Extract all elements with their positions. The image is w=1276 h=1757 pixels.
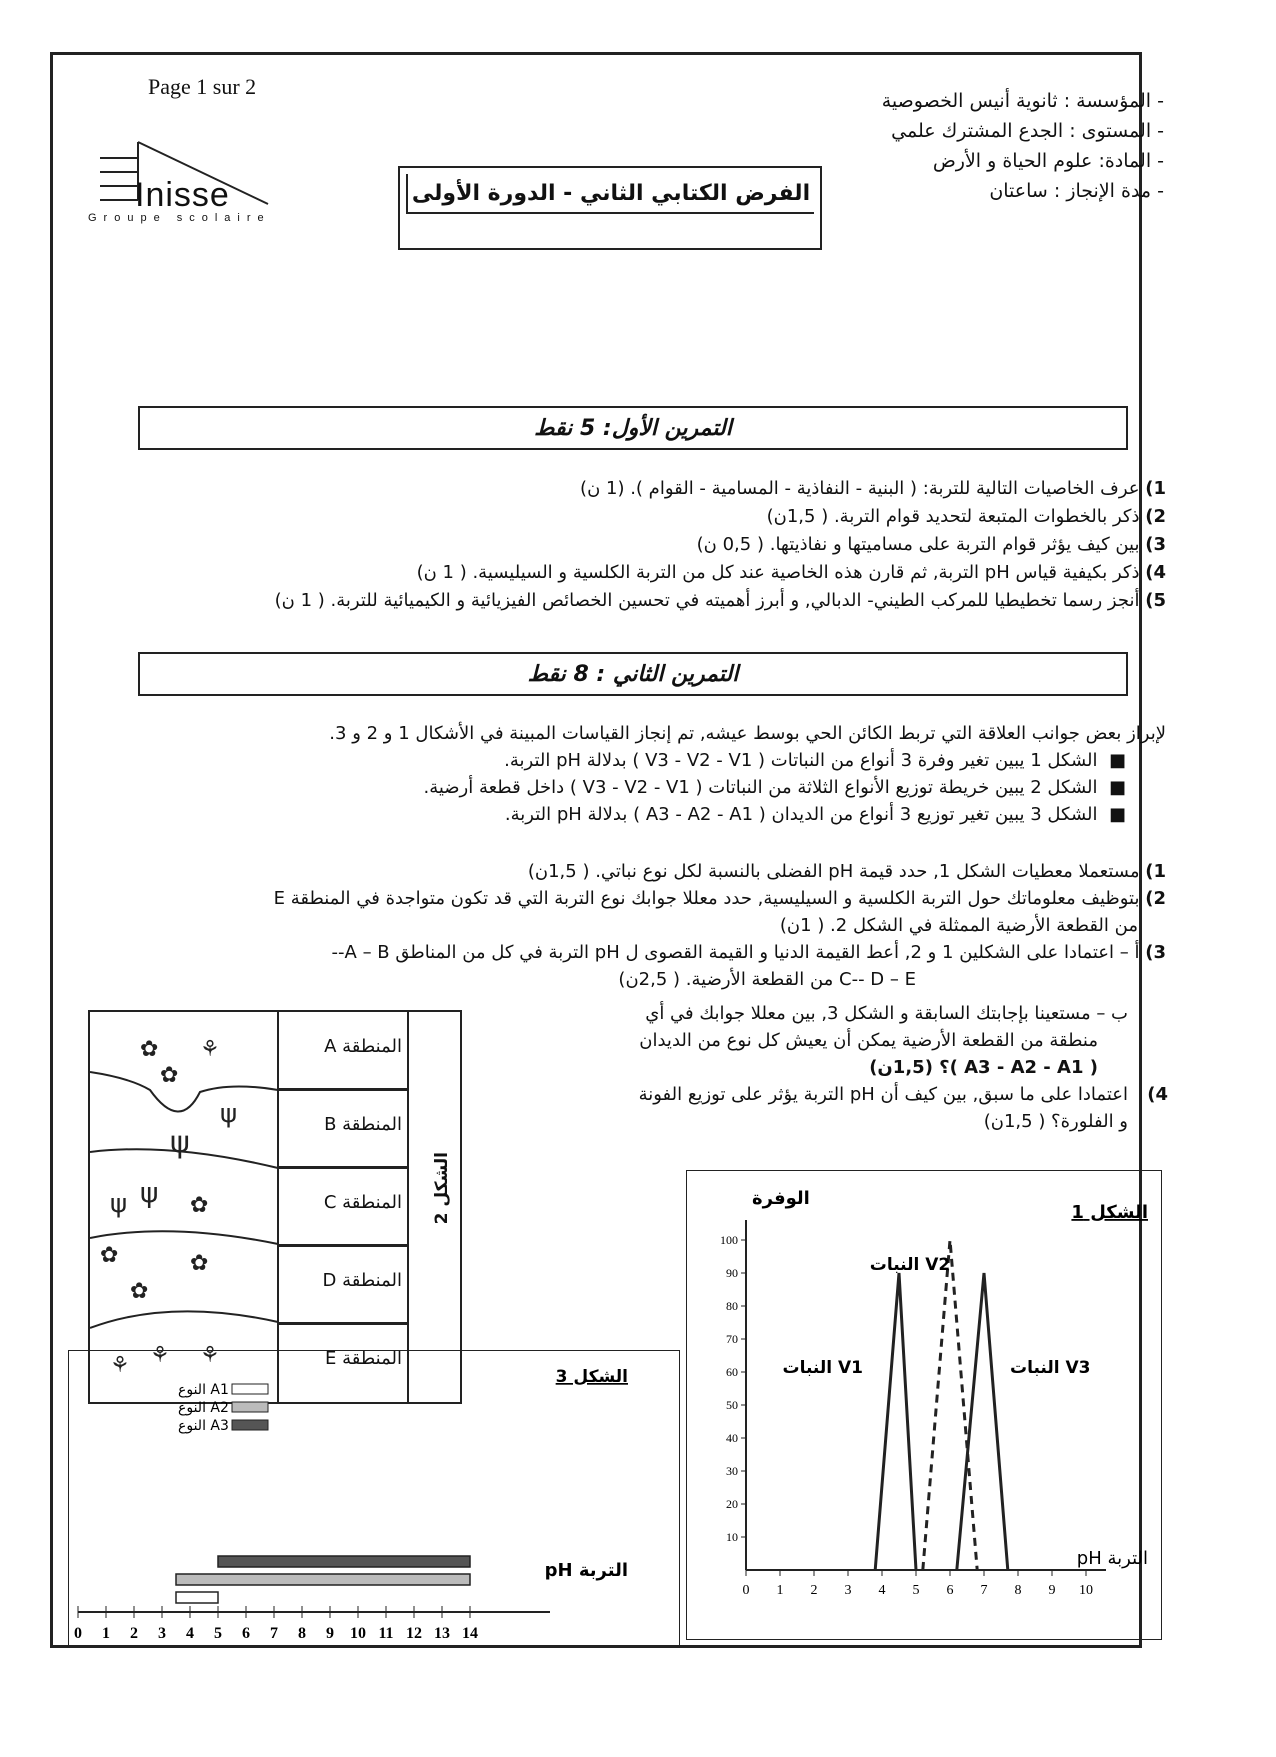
exercise2-questions: [166, 858, 1166, 993]
legend-label-3: النوع A3: [178, 1418, 229, 1434]
series-line-1: [875, 1273, 916, 1570]
legend-label-1: النوع A1: [178, 1382, 229, 1398]
exercise2-title: التمرين الثاني : 8 نقط: [527, 661, 739, 687]
plant-icon: ⚘: [200, 1343, 220, 1368]
logo-subtitle: Groupe scolaire: [88, 212, 271, 224]
zone-a: المنطقة A: [278, 1012, 408, 1090]
x-tick-label: 13: [434, 1625, 450, 1642]
ex2-question-3a-line2: C-- D – E من القطعة الأرضية. ( 2,5ن): [618, 969, 916, 990]
y-axis-label: الوفرة: [752, 1188, 810, 1209]
plant-icon: ✿: [100, 1243, 119, 1268]
range-bar-A1: [176, 1592, 218, 1603]
ex2-question-3b-line3: ( A3 - A2 - A1 )؟ (1,5ن): [869, 1057, 1098, 1078]
plant-icon: ✿: [140, 1037, 159, 1062]
x-tick-label: 1: [776, 1583, 784, 1598]
series-line-3: [957, 1273, 1008, 1570]
y-tick-label: 100: [720, 1233, 738, 1247]
x-tick-label: 2: [810, 1583, 818, 1598]
zone-e: المنطقة E: [325, 1348, 402, 1369]
x-tick-label: 0: [74, 1625, 82, 1642]
figure3-chart: [68, 1350, 680, 1650]
ex2-question-3b: ب – مستعينا بإجابتك السابقة و الشكل 3, بين معللا جوابك في أي: [645, 1003, 1128, 1024]
x-tick-label: 0: [742, 1583, 750, 1598]
ex1-question-4: 4) ذكر بكيفية قياس pH التربة, ثم قارن هذه الخاصية عند كل من التربة الكلسية و السيليسية. ( 1 ن): [416, 562, 1166, 583]
x-tick-label: 10: [1079, 1583, 1093, 1598]
legend-swatch-2: [232, 1402, 268, 1412]
x-tick-label: 9: [1048, 1583, 1056, 1598]
plant-icon: ✿: [190, 1251, 209, 1276]
range-bar-A2: [176, 1574, 470, 1585]
x-axis-label: pH التربة: [544, 1560, 628, 1581]
x-tick-label: 8: [298, 1625, 306, 1642]
plant-icon: ψ: [220, 1099, 238, 1129]
chart-title: الشكل 3: [555, 1367, 628, 1387]
ex2-question-2: 2) بتوظيف معلوماتك حول التربة الكلسية و السيليسية, حدد معللا جوابك نوع التربة التي قد تكون متواجدة في المنطقة E: [273, 888, 1166, 909]
figure2-caption: الشكل 2: [432, 1152, 452, 1225]
plant-icon: ⚘: [200, 1037, 220, 1062]
x-tick-label: 14: [462, 1625, 478, 1642]
plant-icon: ⚘: [110, 1353, 130, 1378]
x-tick-label: 4: [878, 1583, 886, 1598]
x-tick-label: 4: [186, 1625, 194, 1642]
ex2-question-3b-line2: منطقة من القطعة الأرضية يمكن أن يعيش كل نوع من الديدان: [639, 1030, 1098, 1051]
x-axis-label: pH التربة: [1076, 1548, 1148, 1569]
x-tick-label: 12: [406, 1625, 422, 1642]
zone-b: المنطقة B: [278, 1090, 408, 1168]
figure1-chart: [686, 1170, 1162, 1640]
zone-d: المنطقة D: [278, 1246, 408, 1324]
x-tick-label: 10: [350, 1625, 366, 1642]
header-subject: - المادة: علوم الحياة و الأرض: [932, 150, 1164, 172]
plant-icon: ⚘: [150, 1343, 170, 1368]
y-tick-label: 40: [726, 1431, 738, 1445]
y-tick-label: 30: [726, 1464, 738, 1478]
figure1-plot: [720, 1188, 1148, 1598]
series-label-1: النبات V1: [782, 1358, 863, 1378]
x-tick-label: 9: [326, 1625, 334, 1642]
plant-icon: ✿: [130, 1279, 149, 1304]
header-institution: - المؤسسة : ثانوية أنيس الخصوصية: [881, 90, 1164, 112]
ex2-question-4: 4) اعتمادا على ما سبق, بين كيف أن pH التربة يؤثر على توزيع الفونة: [638, 1084, 1168, 1105]
y-tick-label: 90: [726, 1266, 738, 1280]
ex2-bullet-2: الشكل 2 يبين خريطة توزيع الأنواع الثلاثة من النباتات ( V3 - V2 - V1 ) داخل قطعة أرضية.: [423, 777, 1098, 798]
x-tick-label: 7: [980, 1583, 988, 1598]
page-number: Page 1 sur 2: [148, 74, 257, 99]
ex2-question-1: 1) مستعملا معطيات الشكل 1, حدد قيمة pH الفضلى بالنسبة لكل نوع نباتي. ( 1,5ن): [527, 861, 1166, 882]
legend-label-2: النوع A2: [178, 1400, 229, 1416]
range-bar-A3: [218, 1556, 470, 1567]
plant-icon: ✿: [190, 1193, 209, 1218]
y-tick-label: 20: [726, 1497, 738, 1511]
x-tick-label: 1: [102, 1625, 110, 1642]
x-tick-label: 5: [214, 1625, 222, 1642]
exercise2-intro-block: لإبراز بعض جوانب العلاقة التي تربط الكائن الحي بوسط عيشه, تم إنجاز القياسات المبينة في الأشكال 1 و 2 و 3. ■ الشكل 1 يبين تغير وفرة 3 أنواع من النباتات ( V3 - V2 - V1 ) بدلالة pH التربة. ■ الشكل 2 يبين خريطة توزيع الأنواع الثلاثة من النباتات ( V3 - V2 - V1 ) داخل قطعة أرضية. ■ الشكل 3 يبين تغير توزيع 3 أنواع من الديدان ( A3 - A2 - A1 ) بدلالة pH التربة.: [166, 720, 1166, 828]
header-duration: - مدة الإنجاز : ساعتان: [989, 180, 1164, 202]
exercise1-title: التمرين الأول: 5 نقط: [534, 415, 732, 441]
x-tick-label: 7: [270, 1625, 278, 1642]
exercise1-questions: [166, 478, 1166, 618]
y-tick-label: 10: [726, 1530, 738, 1544]
x-tick-label: 3: [158, 1625, 166, 1642]
legend-swatch-3: [232, 1420, 268, 1430]
ex1-question-2: 2) ذكر بالخطوات المتبعة لتحديد قوام التربة. ( 1,5ن): [766, 506, 1166, 527]
exercise2-intro: لإبراز بعض جوانب العلاقة التي تربط الكائن الحي بوسط عيشه, تم إنجاز القياسات المبينة في الأشكال 1 و 2 و 3.: [329, 723, 1166, 744]
figure3-plot: [74, 1367, 628, 1642]
x-tick-label: 11: [378, 1625, 394, 1642]
x-tick-label: 6: [946, 1583, 954, 1598]
y-tick-label: 70: [726, 1332, 738, 1346]
series-label-2: النبات V2: [869, 1255, 951, 1275]
figure2: [88, 1010, 462, 1404]
plant-icon: ψ: [140, 1176, 159, 1209]
legend-swatch-1: [232, 1384, 268, 1394]
exam-title: الفرض الكتابي الثاني - الدورة الأولى: [406, 174, 814, 214]
x-tick-label: 2: [130, 1625, 138, 1642]
plant-icon: ✿: [160, 1063, 179, 1088]
y-tick-label: 60: [726, 1365, 738, 1379]
zone-c: المنطقة C: [278, 1168, 408, 1246]
ex2-question-3b-4: [488, 1000, 1168, 1135]
ex1-question-5: 5) أنجز رسما تخطيطيا للمركب الطيني- الدبالي, و أبرز أهميته في تحسين الخصائص الفيزيائية و الكيميائية للتربة. ( 1 ن): [274, 590, 1166, 611]
plant-icon: ψ: [110, 1189, 128, 1219]
plant-icon: ψ: [170, 1125, 190, 1160]
ex2-question-4-line2: و الفلورة؟ ( 1,5ن): [983, 1111, 1128, 1132]
exam-title-box: [398, 166, 822, 250]
series-line-2: [923, 1240, 977, 1570]
x-tick-label: 3: [844, 1583, 852, 1598]
ex1-question-1: 1) عرف الخاصيات التالية للتربة: ( البنية - النفاذية - المسامية - القوام ). (1 ن): [580, 478, 1166, 499]
chart-title: الشكل 1: [1071, 1202, 1148, 1223]
series-label-3: النبات V3: [1010, 1358, 1091, 1378]
ex2-question-3a: 3) أ – اعتمادا على الشكلين 1 و 2, أعط القيمة الدنيا و القيمة القصوى ل pH التربة في كل من المناطق A – B--: [331, 942, 1166, 963]
exercise2-header: [138, 652, 1128, 696]
x-tick-label: 5: [912, 1583, 920, 1598]
header-level: - المستوى : الجدع المشترك علمي: [891, 120, 1164, 142]
x-tick-label: 8: [1014, 1583, 1022, 1598]
ex2-bullet-1: الشكل 1 يبين تغير وفرة 3 أنواع من النباتات ( V3 - V2 - V1 ) بدلالة pH التربة.: [504, 750, 1098, 771]
ex2-bullet-3: الشكل 3 يبين تغير توزيع 3 أنواع من الديدان ( A3 - A2 - A1 ) بدلالة pH التربة.: [504, 804, 1098, 825]
ex1-question-3: 3) بين كيف يؤثر قوام التربة على مساميتها و نفاذيتها. ( 0,5 ن): [696, 534, 1166, 555]
logo-word: Inisse: [135, 176, 230, 214]
y-tick-label: 50: [726, 1398, 738, 1412]
ex2-question-2-line2: من القطعة الأرضية الممثلة في الشكل 2. ( 1ن): [779, 915, 1138, 936]
y-tick-label: 80: [726, 1299, 738, 1313]
exercise1-header: [138, 406, 1128, 450]
x-tick-label: 6: [242, 1625, 250, 1642]
